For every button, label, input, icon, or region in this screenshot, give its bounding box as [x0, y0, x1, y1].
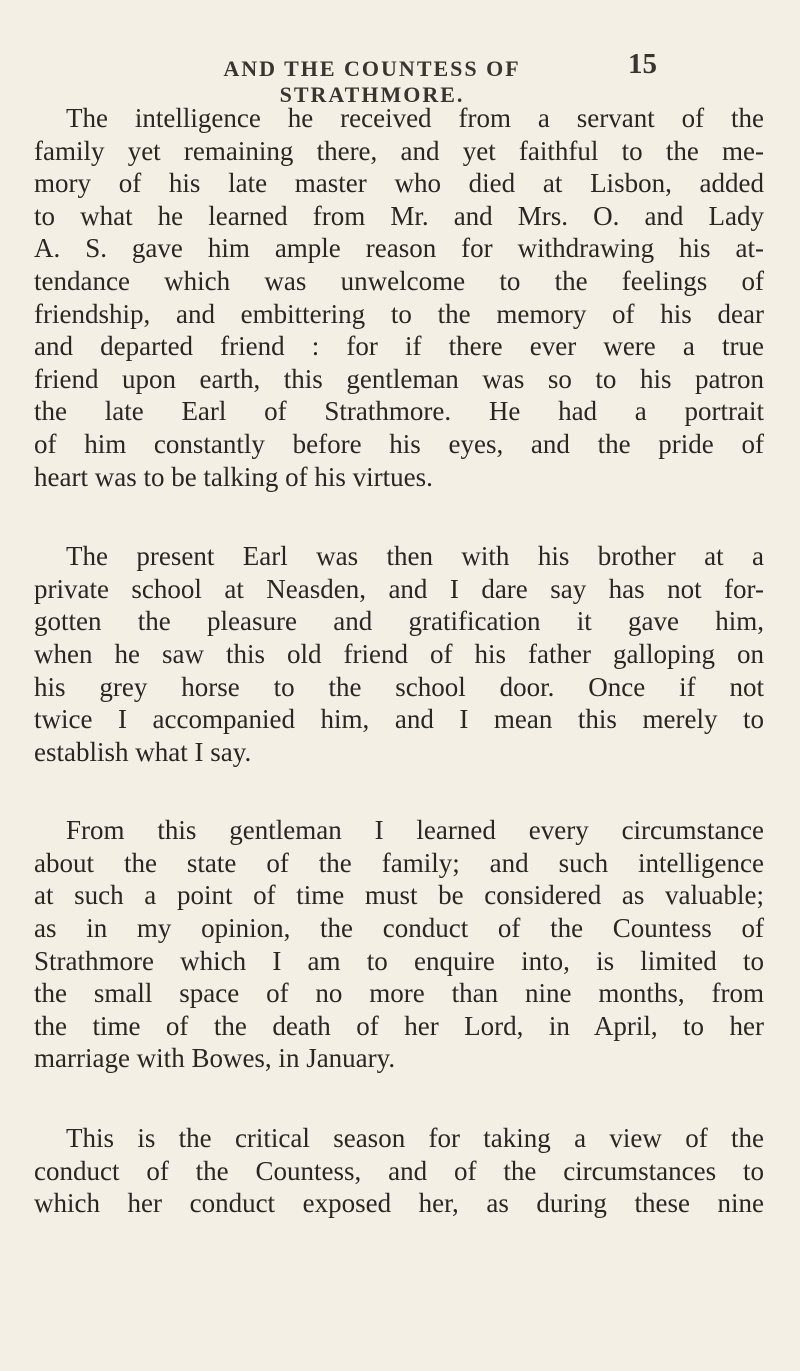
text-line: marriage with Bowes, in January. — [34, 1043, 396, 1074]
text-line: friendship, and embittering to the memory of his dear — [34, 298, 764, 329]
text-line: family yet remaining there, and yet faithful to the me- — [34, 135, 764, 166]
text-line: and departed friend : for if there ever were a true — [34, 331, 764, 362]
text-line: about the state of the family; and such intelligence — [34, 847, 764, 878]
text-line: establish what I say. — [34, 736, 252, 767]
text-line: A. S. gave him ample reason for withdrawing his at- — [34, 233, 764, 264]
text-line: gotten the pleasure and gratification it gave him, — [34, 606, 764, 637]
text-line: conduct of the Countess, and of the circumstances to — [34, 1155, 764, 1186]
text-line: the late Earl of Strathmore. He had a portrait — [34, 396, 764, 427]
text-line: This is the critical season for taking a view of the — [66, 1123, 764, 1154]
paragraph-gap — [34, 493, 764, 540]
text-line: tendance which was unwelcome to the feelings of — [34, 265, 764, 296]
paragraph-4 — [34, 1122, 764, 1220]
paragraph-2 — [34, 540, 764, 768]
text-line: at such a point of time must be considered as valuable; — [34, 880, 764, 911]
running-head: AND THE COUNTESS OF STRATHMORE. — [223, 56, 521, 107]
body-text — [34, 102, 764, 1220]
text-line: of him constantly before his eyes, and the pride of — [34, 428, 764, 459]
text-line: the small space of no more than nine months, from — [34, 978, 764, 1009]
paragraph-gap — [34, 768, 764, 814]
text-line: twice I accompanied him, and I mean this merely to — [34, 704, 764, 735]
text-line: when he saw this old friend of his father galloping on — [34, 638, 764, 669]
text-line: Strathmore which I am to enquire into, is limited to — [34, 945, 764, 976]
text-line: the time of the death of her Lord, in April, to her — [34, 1010, 764, 1041]
paragraph-3 — [34, 814, 764, 1075]
text-line: friend upon earth, this gentleman was so to his patron — [34, 363, 764, 394]
text-line: to what he learned from Mr. and Mrs. O. and Lady — [34, 200, 764, 231]
paragraph-gap — [34, 1075, 764, 1122]
text-line: The present Earl was then with his brother at a — [66, 541, 764, 572]
text-line: which her conduct exposed her, as during these nine — [34, 1188, 764, 1219]
text-line: From this gentleman I learned every circumstance — [66, 815, 764, 846]
text-line: his grey horse to the school door. Once if not — [34, 671, 764, 702]
text-line: heart was to be talking of his virtues. — [34, 461, 433, 492]
paragraph-1 — [34, 102, 764, 493]
text-line: as in my opinion, the conduct of the Countess of — [34, 913, 764, 944]
page-number: 15 — [628, 48, 657, 80]
text-line: The intelligence he received from a servant of the — [66, 103, 764, 133]
text-line: private school at Neasden, and I dare say has not for- — [34, 573, 764, 604]
text-line: mory of his late master who died at Lisbon, added — [34, 168, 764, 199]
